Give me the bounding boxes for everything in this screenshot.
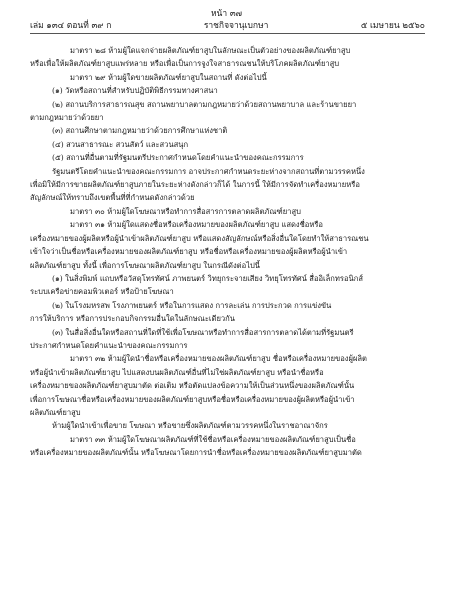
body-line: รัฐมนตรีโดยคำแนะนำของคณะกรรมการ อาจประกาศกำหนดระยะห่างจากสถานที่ตามวรรคหนึ่ง bbox=[52, 166, 365, 176]
body-line: เพื่อมิให้มีการขายผลิตภัณฑ์ยาสูบภายในระยะห่างดังกล่าวก็ได้ ในการนี้ ให้มีการจัดทำเครื่องหมายหรือ bbox=[30, 180, 360, 190]
body-line: ผลิตภัณฑ์ยาสูบ ทั้งนี้ เพื่อการโฆษณาผลิตภัณฑ์ยาสูบ ในกรณีดังต่อไปนี้ bbox=[30, 260, 260, 270]
body-line: มาตรา ๒๙ ห้ามผู้ใดขายผลิตภัณฑ์ยาสูบในสถานที่ ดังต่อไปนี้ bbox=[70, 72, 267, 82]
body-line: ตามกฎหมายว่าด้วยยา bbox=[30, 113, 104, 123]
body-line: (๑) วัดหรือสถานที่สำหรับปฏิบัติพิธีกรรมทางศาสนา bbox=[52, 86, 218, 96]
body-line: หรือเครื่องหมายของผลิตภัณฑ์นั้น หรือโฆษณาโดยการนำชื่อหรือเครื่องหมายของผลิตภัณฑ์ยาสูบมาตัด bbox=[30, 448, 362, 458]
body-line: ระบบเครือข่ายคอมพิวเตอร์ หรือป้ายโฆษณา bbox=[30, 287, 174, 297]
body-line: เข้าใจว่าเป็นชื่อหรือเครื่องหมายของผลิตภัณฑ์ยาสูบ หรือชื่อหรือเครื่องหมายของผู้ผลิตหรือผู้นำเข้า bbox=[30, 247, 348, 257]
gazette-name: ราชกิจจานุเบกษา bbox=[203, 21, 269, 31]
gazette-header bbox=[30, 18, 425, 32]
body-line: ประกาศกำหนดโดยคำแนะนำของคณะกรรมการ bbox=[30, 340, 188, 350]
body-line: (๒) ในโรงมหรสพ โรงภาพยนตร์ หรือในการแสดง การละเล่น การประกวด การแข่งขัน bbox=[52, 300, 332, 310]
body-line: เครื่องหมายของผู้ผลิตหรือผู้นำเข้าผลิตภัณฑ์ยาสูบ หรือแสดงสัญลักษณ์หรือสิ่งอื่นใดโดยทำให้สาธารณชน bbox=[30, 233, 369, 243]
body-line: มาตรา ๓๓ ห้ามผู้ใดโฆษณาผลิตภัณฑ์ที่ใช้ชื่อหรือเครื่องหมายของผลิตภัณฑ์ยาสูบเป็นชื่อ bbox=[70, 434, 356, 444]
body-line: (๕) สถานที่อื่นตามที่รัฐมนตรีประกาศกำหนดโดยคำแนะนำของคณะกรรมการ bbox=[52, 153, 304, 163]
body-line: สัญลักษณ์ให้ทราบถึงเขตพื้นที่ที่กำหนดดังกล่าวด้วย bbox=[30, 193, 195, 203]
body-line: เครื่องหมายของผลิตภัณฑ์ยาสูบมาตัด ต่อเติม หรือตัดแปลงข้อความให้เป็นส่วนหนึ่งของผลิตภัณฑ์นั้น bbox=[30, 381, 355, 391]
body-line: (๓) สถานศึกษาตามกฎหมายว่าด้วยการศึกษาแห่งชาติ bbox=[52, 126, 228, 136]
body-line: การให้บริการ หรือการประกอบกิจกรรมอื่นใดในลักษณะเดียวกัน bbox=[30, 314, 235, 324]
volume-info: เล่ม ๑๓๔ ตอนที่ ๓๙ ก bbox=[30, 21, 112, 31]
publication-date: ๕ เมษายน ๒๕๖๐ bbox=[360, 21, 425, 31]
body-line: (๑) ในสิ่งพิมพ์ แถบหรือวัสดุโทรทัศน์ ภาพยนตร์ วิทยุกระจายเสียง วิทยุโทรทัศน์ สื่ออิเล็กทรอนิกส์ bbox=[52, 273, 363, 283]
body-line: หรือผู้นำเข้าผลิตภัณฑ์ยาสูบ ไปแสดงบนผลิตภัณฑ์อื่นที่ไม่ใช่ผลิตภัณฑ์ยาสูบ หรือนำชื่อหรือ bbox=[30, 367, 324, 377]
header-divider bbox=[30, 33, 425, 34]
body-line: มาตรา ๓๐ ห้ามผู้ใดโฆษณาหรือทำการสื่อสารการตลาดผลิตภัณฑ์ยาสูบ bbox=[70, 206, 301, 216]
page-number: หน้า ๓๗ bbox=[210, 9, 243, 19]
document-body bbox=[30, 44, 425, 460]
body-line: (๒) สถานบริการสาธารณสุข สถานพยาบาลตามกฎหมายว่าด้วยสถานพยาบาล และร้านขายยา bbox=[52, 99, 357, 109]
body-line: มาตรา ๓๑ ห้ามผู้ใดแสดงชื่อหรือเครื่องหมายของผลิตภัณฑ์ยาสูบ แสดงชื่อหรือ bbox=[70, 220, 323, 230]
body-line: (๔) สวนสาธารณะ สวนสัตว์ และสวนสนุก bbox=[52, 139, 189, 149]
body-line: หรือเพื่อให้ผลิตภัณฑ์ยาสูบแพร่หลาย หรือเพื่อเป็นการจูงใจสาธารณชนให้บริโภคผลิตภัณฑ์ยาสูบ bbox=[30, 59, 340, 69]
body-line: (๓) ในสื่อสิ่งอื่นใดหรือสถานที่ใดที่ใช้เพื่อโฆษณาหรือทำการสื่อสารการตลาดได้ตามที่รัฐมนตรี bbox=[52, 327, 354, 337]
body-line: มาตรา ๒๘ ห้ามผู้ใดแจกจ่ายผลิตภัณฑ์ยาสูบในลักษณะเป็นตัวอย่างของผลิตภัณฑ์ยาสูบ bbox=[70, 46, 351, 55]
body-line: มาตรา ๓๒ ห้ามผู้ใดนำชื่อหรือเครื่องหมายของผลิตภัณฑ์ยาสูบ ชื่อหรือเครื่องหมายของผู้ผลิต bbox=[70, 354, 367, 364]
body-line: ห้ามผู้ใดนำเข้าเพื่อขาย โฆษณา หรือขายซึ่งผลิตภัณฑ์ตามวรรคหนึ่งในราชอาณาจักร bbox=[52, 421, 328, 431]
body-line: ผลิตภัณฑ์ยาสูบ bbox=[30, 407, 81, 417]
body-line: เพื่อการโฆษณาชื่อหรือเครื่องหมายของผลิตภัณฑ์ยาสูบหรือชื่อหรือเครื่องหมายของผู้ผลิตหรือผู้นำเข้า bbox=[30, 394, 355, 404]
